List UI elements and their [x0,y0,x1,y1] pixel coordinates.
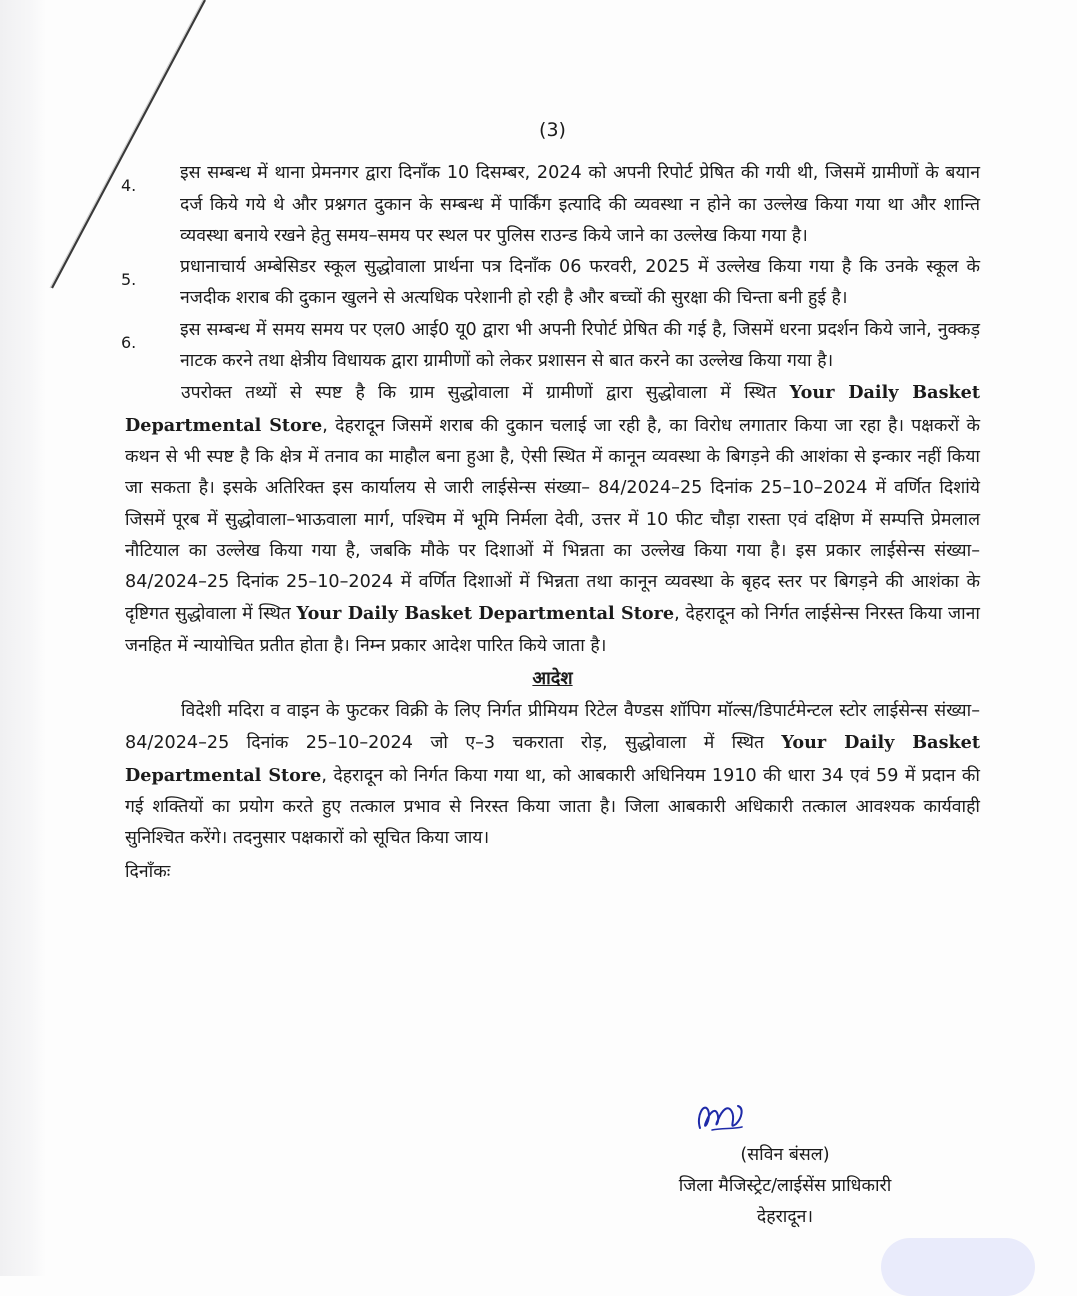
text-segment: , देहरादून को निर्गत किया गया था, को आबकारी अधिनियम 1910 की धारा 34 एवं 59 में प्रदान की गई शक्तियों का प्रयोग करते हुए तत्काल प्रभाव से निरस्त किया जाता है। जिला आबकारी अधिकारी तत्काल आवश्यक कार्यवाही सुनिश्चित करेंगे। तदनुसार पक्षकारों को सूचित किया जाय। [125,765,980,849]
text-segment: उपरोक्त तथ्यों से स्पष्ट है कि ग्राम सुद्धोवाला में ग्रामीणों द्वारा सुद्धोवाला में स्थित [181,383,790,404]
text-segment: प्रधानाचार्य अम्बेसिडर स्कूल सुद्धोवाला प्रार्थना पत्र दिनाँक 06 फरवरी, 2025 में उल्लेख किया गया है कि उनके स्कूल के नजदीक शराब की दुकान खुलने से अत्यधिक परेशानी हो रही है और बच्चों की सुरक्षा की चिन्ता बनी हुई है। [180,257,980,309]
signature-block [620,1098,950,1233]
point-number: 5. [121,270,137,290]
numbered-points [121,158,980,377]
page-number: (3) [539,119,566,141]
text-segment: इस सम्बन्ध में थाना प्रेमनगर द्वारा दिनाँक 10 दिसम्बर, 2024 को अपनी रिपोर्ट प्रेषित की गयी थी, जिसमें ग्रामीणों के बयान दर्ज किये गये थे और प्रश्नगत दुकान के सम्बन्ध में पार्किंग इत्यादि की व्यवस्था न होने का उल्लेख किया गया था और शान्ति व्यवस्था बनाये रखने हेतु समय–समय पर स्थल पर पुलिस राउन्ड किये जाने का उल्लेख किया गया है। [180,163,980,246]
numbered-point [121,252,980,315]
overlay-button-shadow [881,1238,1035,1296]
signatory-designation: जिला मैजिस्ट्रेट/लाईसेंस प्राधिकारी [678,1176,892,1196]
order-heading: आदेश [532,668,573,690]
findings-paragraph [125,377,980,662]
text-segment: , देहरादून जिसमें शराब की दुकान चलाई जा रही है, का विरोध लगातार किया जा रहा है। पक्षकरों के कथन से भी स्पष्ट है कि क्षेत्र में तनाव का माहौल बना हुआ है, ऐसी स्थित में कानून व्यवस्था के बिगड़ने की आशंका से इन्कार नहीं किया जा सकता है। इसके अतिरिक्त इस कार्यालय से जारी लाईसेन्स संख्या– 84/2024–25 दिनांक 25–10–2024 में वर्णित दिशांये जिसमें पूरब में सुद्धोवाला–भाऊवाला मार्ग, पश्चिम में भूमि निर्मला देवी, उत्तर में 10 फीट चौड़ा रास्ता एवं दक्षिण में सम्पत्ति प्रेमलाल नौटियाल का उल्लेख किया गया है, जबकि मौके पर दिशाओं में भिन्नता का उल्लेख किया गया है। इस प्रकार लाईसेन्स संख्या– 84/2024–25 दिनांक 25–10–2024 में वर्णित दिशाओं में भिन्नता तथा कानून व्यवस्था के बृहद स्तर पर बिगड़ने की आशंका के दृष्टिगत सुद्धोवाला में स्थित [125,415,980,625]
signatory-name: (सविन बंसल) [740,1145,830,1165]
document-body [121,115,980,888]
point-number: 4. [121,176,137,196]
store-name-text: Your Daily Basket Departmental Store [125,732,980,786]
point-number: 6. [121,332,137,352]
order-paragraph [125,696,980,854]
handwritten-signature [692,1098,752,1138]
date-label: दिनाँकः [125,861,171,882]
numbered-point [121,158,980,252]
text-segment: इस सम्बन्ध में समय समय पर एल0 आई0 यू0 द्वारा भी अपनी रिपोर्ट प्रेषित की गई है, जिसमें धरना प्रदर्शन किये जाने, नुक्कड़ नाटक करने तथा क्षेत्रीय विधायक द्वारा ग्रामीणों को लेकर प्रशासन से बात करने का उल्लेख किया गया है। [180,319,980,372]
store-name-text: Your Daily Basket Departmental Store [125,382,980,436]
text-segment: , देहरादून को निर्गत लाईसेन्स निरस्त किया जाना जनहित में न्यायोचित प्रतीत होता है। निम्न प्रकार आदेश पारित किये जाता है। [125,604,980,656]
text-segment: विदेशी मदिरा व वाइन के फुटकर विक्री के लिए निर्गत प्रीमियम रिटेल वैण्डस शॉपिग मॉल्स/डिपार्टमेन्टल स्टोर लाईसेन्स संख्या– 84/2024–25 दिनांक 25–10–2024 जो ए–3 चकराता रोड़, सुद्धोवाला में स्थित [125,701,980,754]
numbered-point [121,315,980,378]
signatory-place: देहरादून। [756,1207,814,1227]
store-name-text: Your Daily Basket Departmental Store [296,603,675,625]
